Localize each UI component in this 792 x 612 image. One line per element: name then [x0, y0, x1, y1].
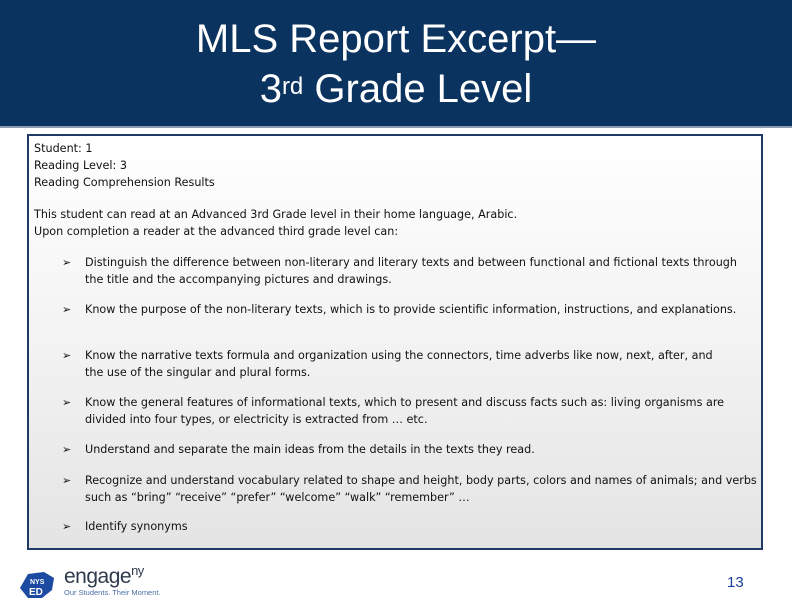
- arrow-bullet-icon: ➢: [62, 349, 72, 362]
- title-line-1: MLS Report Excerpt—: [195, 17, 597, 61]
- intro-line-2: Upon completion a reader at the advanced third grade level can:: [34, 225, 399, 238]
- arrow-bullet-icon: ➢: [62, 396, 72, 409]
- seal-text-bottom: ED: [29, 587, 43, 598]
- title-grade-number: 3: [259, 67, 282, 111]
- seal-text-top: NYS: [30, 579, 45, 586]
- list-item-line: Identify synonyms: [85, 520, 188, 533]
- report-content-box: [27, 134, 763, 550]
- logo-tagline: Our Students. Their Moment.: [64, 588, 161, 597]
- page-number: 13: [727, 574, 744, 591]
- logo-sup: ny: [131, 563, 144, 578]
- list-item-line: such as “bring” “receive” “prefer” “welcome” “walk” “remember” …: [85, 491, 470, 504]
- intro-line-1: This student can read at an Advanced 3rd Grade level in their home language, Arabic.: [34, 208, 518, 221]
- arrow-bullet-icon: ➢: [62, 443, 72, 456]
- list-item-line: the use of the singular and plural forms.: [85, 366, 311, 379]
- arrow-bullet-icon: ➢: [62, 474, 72, 487]
- slide-header: [0, 0, 792, 128]
- logo-word: engage: [64, 565, 132, 588]
- list-item-line: Know the general features of informational texts, which to present and discuss facts such as: living organisms are: [85, 396, 725, 409]
- list-item-line: Understand and separate the main ideas from the details in the texts they read.: [85, 443, 535, 456]
- list-item-line: divided into four types, or electricity is extracted from … etc.: [85, 413, 428, 426]
- results-heading: Reading Comprehension Results: [34, 176, 215, 189]
- student-id: Student: 1: [34, 142, 93, 155]
- title-line-2: [0, 64, 792, 114]
- title-ordinal-suffix: rd: [281, 73, 304, 100]
- list-item-line: Know the purpose of the non-literary texts, which is to provide scientific information, instructions, and explanations.: [85, 303, 737, 316]
- list-item-line: Recognize and understand vocabulary related to shape and height, body parts, colors and names of animals; and verbs: [85, 474, 757, 487]
- arrow-bullet-icon: ➢: [62, 256, 72, 269]
- list-item-line: Know the narrative texts formula and organization using the connectors, time adverbs like now, next, after, and: [85, 349, 713, 362]
- title-grade-text: Grade Level: [303, 67, 533, 111]
- intro-text: [34, 206, 517, 240]
- student-info: [34, 140, 215, 191]
- list-item-line: the title and the accompanying pictures and drawings.: [85, 273, 392, 286]
- list-item-line: Distinguish the difference between non-literary and literary texts and between functional and fictional texts through: [85, 256, 737, 269]
- arrow-bullet-icon: ➢: [62, 520, 72, 533]
- engageny-wordmark: [64, 563, 144, 589]
- arrow-bullet-icon: ➢: [62, 303, 72, 316]
- reading-level: Reading Level: 3: [34, 159, 127, 172]
- nys-ed-seal-icon: [18, 568, 58, 602]
- slide-title: [0, 14, 792, 114]
